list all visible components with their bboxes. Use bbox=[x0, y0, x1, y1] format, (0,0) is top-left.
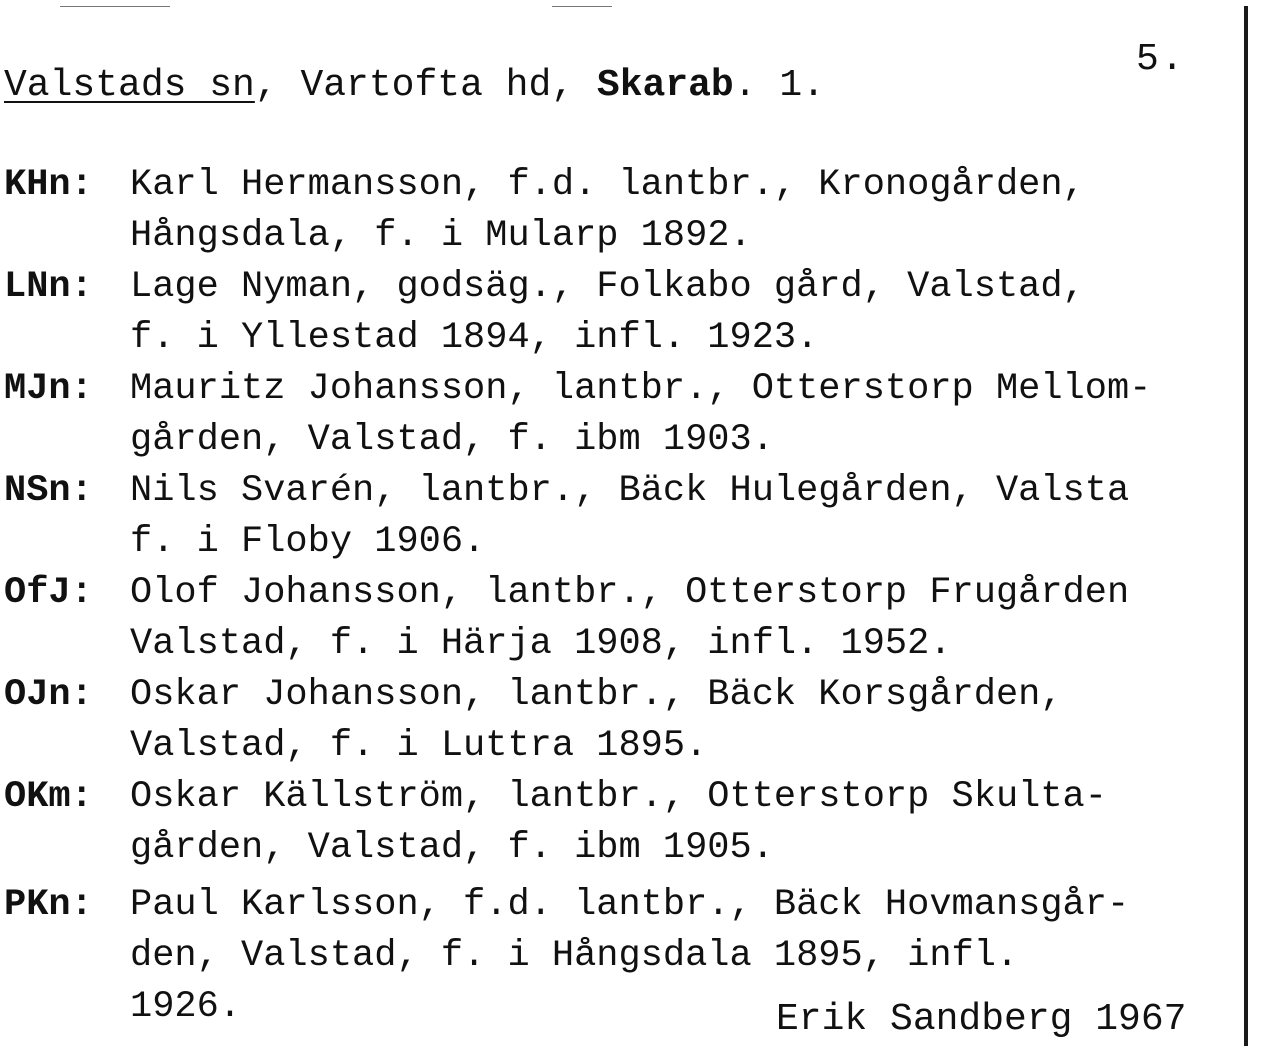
entry-line: Oskar Källström, lantbr., Otterstorp Skulta- bbox=[130, 776, 1107, 818]
entry-line: Oskar Johansson, lantbr., Bäck Korsgården, bbox=[130, 674, 1063, 716]
entry-line: f. i Floby 1906. bbox=[130, 521, 486, 563]
informant-entry bbox=[0, 568, 1250, 670]
district-name: Vartofta hd bbox=[300, 64, 552, 107]
informant-entry bbox=[0, 160, 1250, 262]
heading-separator: , bbox=[551, 64, 597, 107]
informant-code: OfJ: bbox=[4, 572, 93, 614]
informant-list bbox=[0, 160, 1250, 1033]
entry-line: Lage Nyman, godsäg., Folkabo gård, Valstad, bbox=[130, 266, 1085, 308]
entry-line: Mauritz Johansson, lantbr., Otterstorp Mellom- bbox=[130, 368, 1152, 410]
informant-code: MJn: bbox=[4, 368, 93, 410]
top-edge-mark bbox=[552, 6, 612, 7]
page-number: 5. bbox=[1136, 38, 1186, 81]
informant-code: OJn: bbox=[4, 674, 93, 716]
entry-line: f. i Yllestad 1894, infl. 1923. bbox=[130, 317, 819, 359]
informant-entry bbox=[0, 670, 1250, 772]
entry-line: Karl Hermansson, f.d. lantbr., Kronogården, bbox=[130, 164, 1085, 206]
informant-code: KHn: bbox=[4, 164, 93, 206]
entry-line: gården, Valstad, f. ibm 1905. bbox=[130, 827, 774, 869]
entry-line: Valstad, f. i Luttra 1895. bbox=[130, 725, 708, 767]
entry-line: Hångsdala, f. i Mularp 1892. bbox=[130, 215, 752, 257]
entry-line: den, Valstad, f. i Hångsdala 1895, infl. bbox=[130, 935, 1019, 977]
informant-entry bbox=[0, 262, 1250, 364]
informant-code: NSn: bbox=[4, 470, 93, 512]
county-name: Skarab bbox=[596, 64, 734, 107]
heading-suffix: . 1. bbox=[733, 64, 825, 107]
entry-line: Nils Svarén, lantbr., Bäck Hulegården, Valsta bbox=[130, 470, 1130, 512]
parish-name: Valstads sn bbox=[4, 64, 255, 107]
recorder-signature: Erik Sandberg 1967 bbox=[776, 998, 1187, 1041]
informant-code: LNn: bbox=[4, 266, 93, 308]
informant-entry bbox=[0, 364, 1250, 466]
informant-code: OKm: bbox=[4, 776, 93, 818]
informant-code: PKn: bbox=[4, 884, 93, 926]
entry-line: Olof Johansson, lantbr., Otterstorp Frugården bbox=[130, 572, 1130, 614]
top-edge-mark bbox=[60, 6, 170, 7]
entry-line: Valstad, f. i Härja 1908, infl. 1952. bbox=[130, 623, 952, 665]
informant-entry bbox=[0, 772, 1250, 880]
entry-line: gården, Valstad, f. ibm 1903. bbox=[130, 419, 774, 461]
heading-separator: , bbox=[254, 64, 301, 107]
entry-line: 1926. bbox=[130, 986, 242, 1028]
card-heading bbox=[4, 64, 825, 107]
informant-entry bbox=[0, 466, 1250, 568]
entry-line: Paul Karlsson, f.d. lantbr., Bäck Hovmansgår- bbox=[130, 884, 1130, 926]
